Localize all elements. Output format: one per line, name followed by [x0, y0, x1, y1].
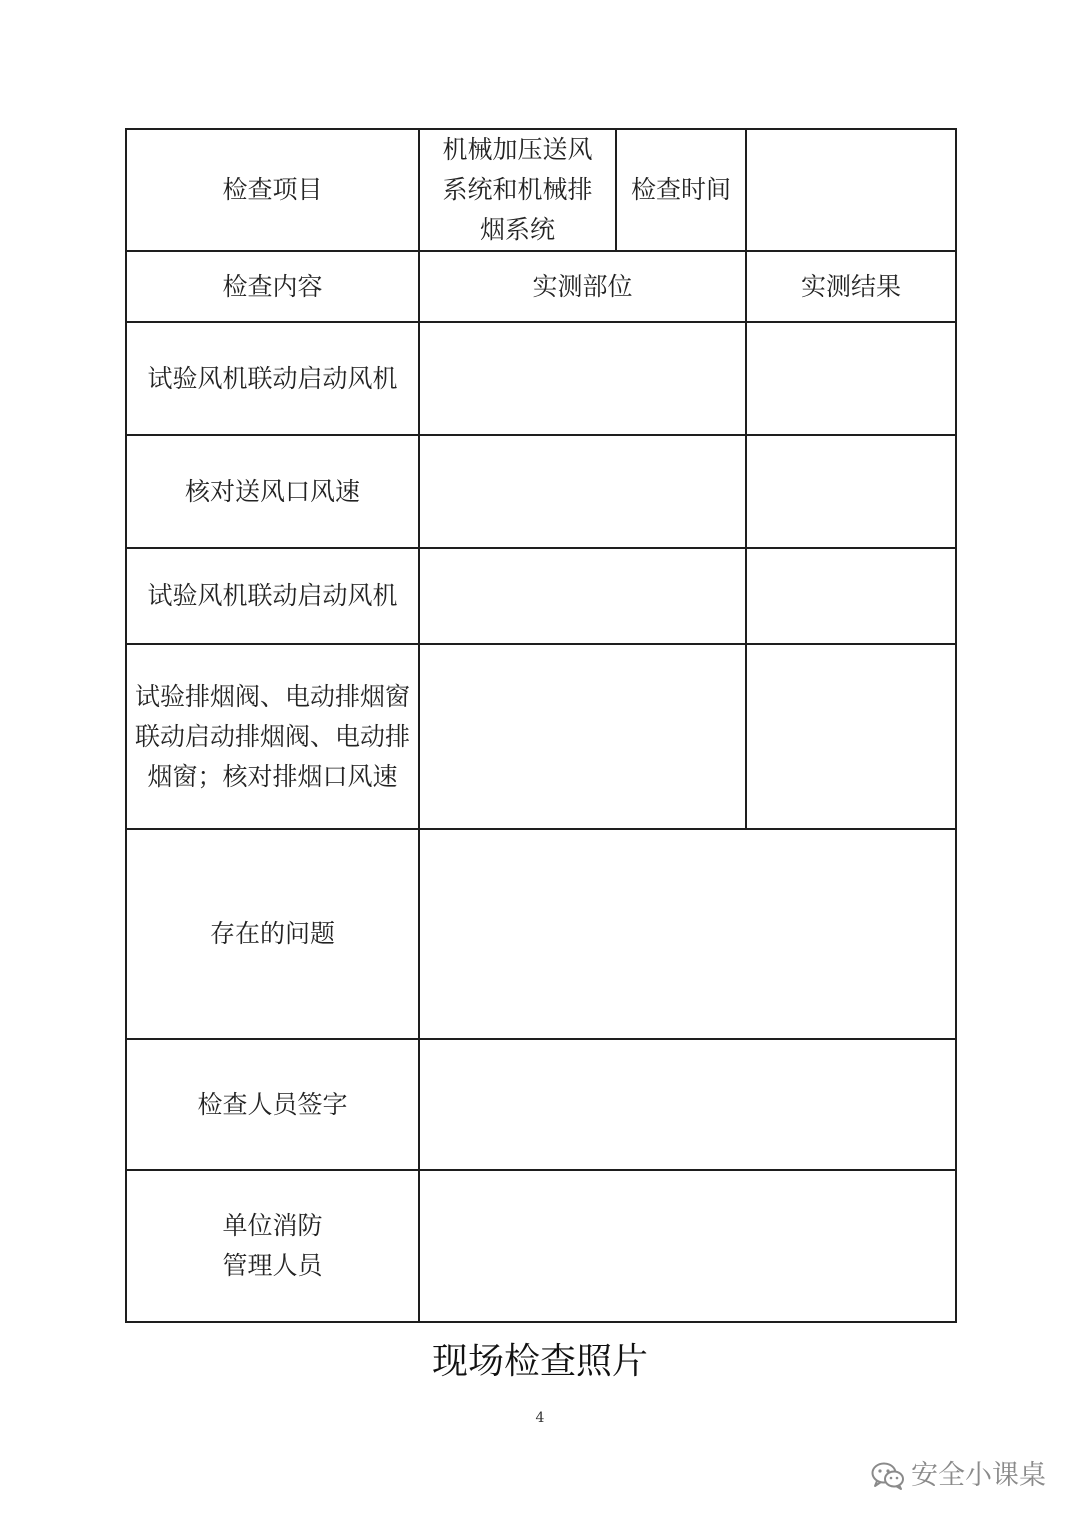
manager-signature-cell[interactable]: [419, 1170, 956, 1322]
column-header-location-label: 实测部位: [532, 271, 633, 301]
manager-row: [126, 1170, 956, 1322]
item-label: 检查项目: [222, 175, 323, 204]
item-value-cell[interactable]: [419, 129, 616, 251]
column-header-result: [746, 251, 956, 322]
manager-label-cell: [126, 1170, 419, 1322]
inspector-label-cell: [126, 1039, 419, 1170]
row-content: [126, 644, 419, 829]
table-row: [126, 435, 956, 548]
column-header-content-label: 检查内容: [222, 271, 323, 301]
time-label: 检查时间: [630, 175, 731, 204]
time-value-cell[interactable]: [746, 129, 956, 251]
table-row: [126, 322, 956, 435]
manager-label: 单位消防 管理人员: [222, 1211, 323, 1280]
row-content: [126, 548, 419, 644]
row-content: [126, 435, 419, 548]
watermark: [871, 1459, 1046, 1493]
row-location[interactable]: [419, 435, 746, 548]
row-content-text: 试验风机联动启动风机: [147, 363, 398, 393]
page-number: 4: [535, 1410, 545, 1426]
table-row: [126, 644, 956, 829]
problems-label: 存在的问题: [209, 919, 335, 948]
column-header-result-label: 实测结果: [800, 271, 901, 301]
row-content-text: 核对送风口风速: [184, 476, 360, 506]
row-location[interactable]: [419, 644, 746, 829]
column-header-row: [126, 251, 956, 322]
inspector-label: 检查人员签字: [197, 1089, 348, 1119]
row-result[interactable]: [746, 435, 956, 548]
column-header-location: [419, 251, 746, 322]
row-content-text: 试验风机联动启动风机: [147, 581, 398, 610]
time-label-cell: [616, 129, 746, 251]
inspector-signature-cell[interactable]: [419, 1039, 956, 1170]
inspector-row: [126, 1039, 956, 1170]
problems-label-cell: [126, 829, 419, 1039]
row-location[interactable]: [419, 322, 746, 435]
column-header-content: [126, 251, 419, 322]
row-content: [126, 322, 419, 435]
item-label-cell: [126, 129, 419, 251]
row-result[interactable]: [746, 548, 956, 644]
inspection-form-table: [125, 128, 957, 1323]
row-content-text: 试验排烟阀、电动排烟窗 联动启动排烟阀、电动排 烟窗；核对排烟口风速: [135, 681, 411, 791]
problems-row: [126, 829, 956, 1039]
row-result[interactable]: [746, 644, 956, 829]
problems-value-cell[interactable]: [419, 829, 956, 1039]
wechat-icon: [871, 1461, 905, 1491]
table-row: [126, 548, 956, 644]
header-row: [126, 129, 956, 251]
row-result[interactable]: [746, 322, 956, 435]
row-location[interactable]: [419, 548, 746, 644]
photo-section-heading: 现场检查照片: [431, 1341, 648, 1382]
item-value: 机械加压送风 系统和机械排 烟系统: [442, 135, 593, 244]
watermark-text: 安全小课桌: [911, 1460, 1046, 1491]
